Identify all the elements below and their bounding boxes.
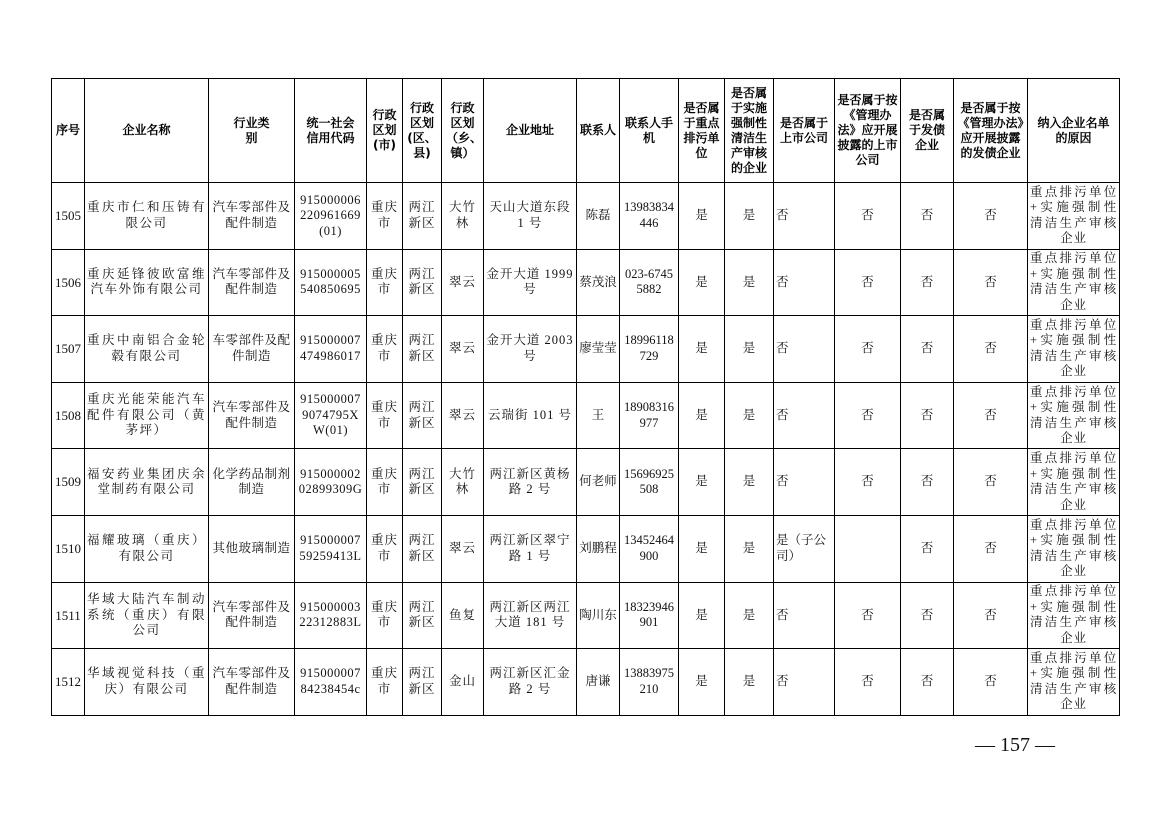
cell-industry: 汽车零部件及配件制造 (209, 582, 295, 649)
cell-address: 金开大道 2003 号 (484, 316, 577, 383)
column-header-listed-disclosure: 是否属于按《管理办法》应开展披露的上市公司 (835, 79, 901, 183)
cell-phone: 13883975210 (620, 649, 679, 716)
cell-reason: 重点排污单位+实施强制性清洁生产审核企业 (1028, 249, 1120, 316)
cell-reason: 重点排污单位+实施强制性清洁生产审核企业 (1028, 649, 1120, 716)
cell-name: 重庆光能荣能汽车配件有限公司（黄茅坪） (85, 382, 209, 449)
cell-clean-production: 是 (725, 582, 774, 649)
cell-town: 金山 (442, 649, 484, 716)
cell-bond-disclosure: 否 (954, 515, 1028, 582)
cell-city: 重庆市 (367, 649, 403, 716)
cell-name: 福耀玻璃（重庆）有限公司 (85, 515, 209, 582)
cell-listed: 否 (774, 649, 835, 716)
column-header-bond-issuer: 是否属于发债企业 (901, 79, 954, 183)
column-header-industry: 行业类别 (209, 79, 295, 183)
cell-phone: 13452464900 (620, 515, 679, 582)
cell-credit-code: 91500000784238454c (295, 649, 367, 716)
cell-clean-production: 是 (725, 316, 774, 383)
cell-credit-code: 91500000202899309G (295, 449, 367, 516)
table-header (52, 79, 1120, 183)
cell-seq: 1507 (52, 316, 85, 383)
cell-address: 两江新区黄杨路 2 号 (484, 449, 577, 516)
cell-address: 金开大道 1999 号 (484, 249, 577, 316)
cell-town: 翠云 (442, 316, 484, 383)
column-header-seq: 序号 (52, 79, 85, 183)
cell-city: 重庆市 (367, 449, 403, 516)
cell-listed-disclosure: 否 (835, 382, 901, 449)
cell-phone: 023-67455882 (620, 249, 679, 316)
cell-seq: 1511 (52, 582, 85, 649)
cell-town: 翠云 (442, 515, 484, 582)
cell-city: 重庆市 (367, 515, 403, 582)
cell-district: 两江新区 (403, 382, 442, 449)
cell-seq: 1510 (52, 515, 85, 582)
cell-bond-issuer: 否 (901, 249, 954, 316)
cell-phone: 13983834446 (620, 183, 679, 250)
column-header-clean-production: 是否属于实施强制性清洁生产审核的企业 (725, 79, 774, 183)
cell-clean-production: 是 (725, 449, 774, 516)
cell-clean-production: 是 (725, 183, 774, 250)
cell-city: 重庆市 (367, 582, 403, 649)
cell-seq: 1506 (52, 249, 85, 316)
cell-bond-issuer: 否 (901, 649, 954, 716)
cell-seq: 1505 (52, 183, 85, 250)
table-row (52, 449, 1120, 516)
column-header-key-polluter: 是否属于重点排污单位 (679, 79, 725, 183)
cell-industry: 汽车零部件及配件制造 (209, 183, 295, 250)
cell-name: 福安药业集团庆余堂制药有限公司 (85, 449, 209, 516)
cell-district: 两江新区 (403, 316, 442, 383)
cell-contact: 陈磊 (577, 183, 620, 250)
cell-industry: 车零部件及配件制造 (209, 316, 295, 383)
column-header-district: 行政区划(区、县) (403, 79, 442, 183)
column-header-name: 企业名称 (85, 79, 209, 183)
cell-listed: 否 (774, 582, 835, 649)
cell-address: 两江新区翠宁路 1 号 (484, 515, 577, 582)
cell-city: 重庆市 (367, 183, 403, 250)
cell-reason: 重点排污单位+实施强制性清洁生产审核企业 (1028, 582, 1120, 649)
cell-contact: 王 (577, 382, 620, 449)
cell-reason: 重点排污单位+实施强制性清洁生产审核企业 (1028, 183, 1120, 250)
cell-reason: 重点排污单位+实施强制性清洁生产审核企业 (1028, 515, 1120, 582)
cell-bond-disclosure: 否 (954, 382, 1028, 449)
table-row (52, 515, 1120, 582)
cell-bond-issuer: 否 (901, 316, 954, 383)
cell-contact: 廖莹莹 (577, 316, 620, 383)
cell-name: 重庆延锋彼欧富维汽车外饰有限公司 (85, 249, 209, 316)
cell-phone: 18996118729 (620, 316, 679, 383)
cell-address: 两江新区两江大道 181 号 (484, 582, 577, 649)
cell-name: 重庆市仁和压铸有限公司 (85, 183, 209, 250)
cell-town: 翠云 (442, 382, 484, 449)
cell-name: 华域大陆汽车制动系统（重庆）有限公司 (85, 582, 209, 649)
cell-industry: 汽车零部件及配件制造 (209, 249, 295, 316)
table-row (52, 183, 1120, 250)
cell-listed-disclosure: 否 (835, 316, 901, 383)
column-header-listed: 是否属于上市公司 (774, 79, 835, 183)
cell-district: 两江新区 (403, 449, 442, 516)
cell-town: 大竹林 (442, 183, 484, 250)
cell-city: 重庆市 (367, 249, 403, 316)
cell-name: 重庆中南铝合金轮毂有限公司 (85, 316, 209, 383)
cell-city: 重庆市 (367, 382, 403, 449)
cell-key-polluter: 是 (679, 515, 725, 582)
table-row (52, 582, 1120, 649)
cell-listed-disclosure: 否 (835, 582, 901, 649)
cell-town: 翠云 (442, 249, 484, 316)
page-number: — 157 — (975, 734, 1055, 756)
cell-reason: 重点排污单位+实施强制性清洁生产审核企业 (1028, 449, 1120, 516)
column-header-contact: 联系人 (577, 79, 620, 183)
cell-industry: 化学药品制剂制造 (209, 449, 295, 516)
cell-address: 天山大道东段 1 号 (484, 183, 577, 250)
cell-credit-code: 91500000322312883L (295, 582, 367, 649)
cell-industry: 汽车零部件及配件制造 (209, 649, 295, 716)
cell-contact: 何老师 (577, 449, 620, 516)
cell-listed: 否 (774, 183, 835, 250)
cell-bond-issuer: 否 (901, 515, 954, 582)
table-body (52, 183, 1120, 716)
cell-reason: 重点排污单位+实施强制性清洁生产审核企业 (1028, 316, 1120, 383)
cell-clean-production: 是 (725, 515, 774, 582)
cell-bond-disclosure: 否 (954, 249, 1028, 316)
column-header-city: 行政区划(市) (367, 79, 403, 183)
table-row (52, 316, 1120, 383)
cell-district: 两江新区 (403, 249, 442, 316)
cell-seq: 1512 (52, 649, 85, 716)
cell-city: 重庆市 (367, 316, 403, 383)
cell-bond-disclosure: 否 (954, 582, 1028, 649)
column-header-bond-disclosure: 是否属于按《管理办法》应开展披露的发债企业 (954, 79, 1028, 183)
cell-industry: 其他玻璃制造 (209, 515, 295, 582)
cell-bond-issuer: 否 (901, 449, 954, 516)
cell-phone: 18908316977 (620, 382, 679, 449)
cell-key-polluter: 是 (679, 449, 725, 516)
cell-contact: 蔡茂浪 (577, 249, 620, 316)
cell-listed: 否 (774, 449, 835, 516)
cell-listed-disclosure: 否 (835, 249, 901, 316)
cell-key-polluter: 是 (679, 183, 725, 250)
cell-listed: 是（子公司） (774, 515, 835, 582)
table-row (52, 382, 1120, 449)
cell-key-polluter: 是 (679, 649, 725, 716)
cell-credit-code: 9150000079074795XW(01) (295, 382, 367, 449)
cell-key-polluter: 是 (679, 316, 725, 383)
cell-listed-disclosure (835, 515, 901, 582)
column-header-town: 行政区划（乡、镇） (442, 79, 484, 183)
cell-town: 大竹林 (442, 449, 484, 516)
cell-key-polluter: 是 (679, 382, 725, 449)
cell-bond-issuer: 否 (901, 382, 954, 449)
cell-clean-production: 是 (725, 649, 774, 716)
column-header-reason: 纳入企业名单的原因 (1028, 79, 1120, 183)
cell-contact: 刘鹏程 (577, 515, 620, 582)
cell-phone: 15696925508 (620, 449, 679, 516)
cell-listed-disclosure: 否 (835, 183, 901, 250)
cell-district: 两江新区 (403, 515, 442, 582)
cell-district: 两江新区 (403, 183, 442, 250)
cell-reason: 重点排污单位+实施强制性清洁生产审核企业 (1028, 382, 1120, 449)
cell-bond-issuer: 否 (901, 582, 954, 649)
column-header-phone: 联系人手机 (620, 79, 679, 183)
cell-bond-issuer: 否 (901, 183, 954, 250)
table-row (52, 249, 1120, 316)
cell-key-polluter: 是 (679, 249, 725, 316)
column-header-address: 企业地址 (484, 79, 577, 183)
cell-town: 鱼复 (442, 582, 484, 649)
table-header-row (52, 79, 1120, 183)
cell-seq: 1509 (52, 449, 85, 516)
cell-name: 华域视觉科技（重庆）有限公司 (85, 649, 209, 716)
cell-phone: 18323946901 (620, 582, 679, 649)
cell-contact: 陶川东 (577, 582, 620, 649)
cell-district: 两江新区 (403, 582, 442, 649)
cell-credit-code: 915000006220961669(01) (295, 183, 367, 250)
cell-credit-code: 915000007474986017 (295, 316, 367, 383)
cell-listed: 否 (774, 382, 835, 449)
cell-listed: 否 (774, 316, 835, 383)
cell-bond-disclosure: 否 (954, 316, 1028, 383)
cell-key-polluter: 是 (679, 582, 725, 649)
cell-seq: 1508 (52, 382, 85, 449)
cell-district: 两江新区 (403, 649, 442, 716)
column-header-credit-code: 统一社会信用代码 (295, 79, 367, 183)
cell-bond-disclosure: 否 (954, 183, 1028, 250)
cell-clean-production: 是 (725, 382, 774, 449)
cell-listed-disclosure: 否 (835, 649, 901, 716)
cell-listed: 否 (774, 249, 835, 316)
cell-address: 两江新区汇金路 2 号 (484, 649, 577, 716)
cell-listed-disclosure: 否 (835, 449, 901, 516)
cell-contact: 唐谦 (577, 649, 620, 716)
enterprise-table (51, 78, 1120, 716)
table-row (52, 649, 1120, 716)
cell-industry: 汽车零部件及配件制造 (209, 382, 295, 449)
cell-clean-production: 是 (725, 249, 774, 316)
cell-bond-disclosure: 否 (954, 449, 1028, 516)
cell-credit-code: 91500000759259413L (295, 515, 367, 582)
cell-bond-disclosure: 否 (954, 649, 1028, 716)
cell-credit-code: 915000005540850695 (295, 249, 367, 316)
cell-address: 云瑞街 101 号 (484, 382, 577, 449)
